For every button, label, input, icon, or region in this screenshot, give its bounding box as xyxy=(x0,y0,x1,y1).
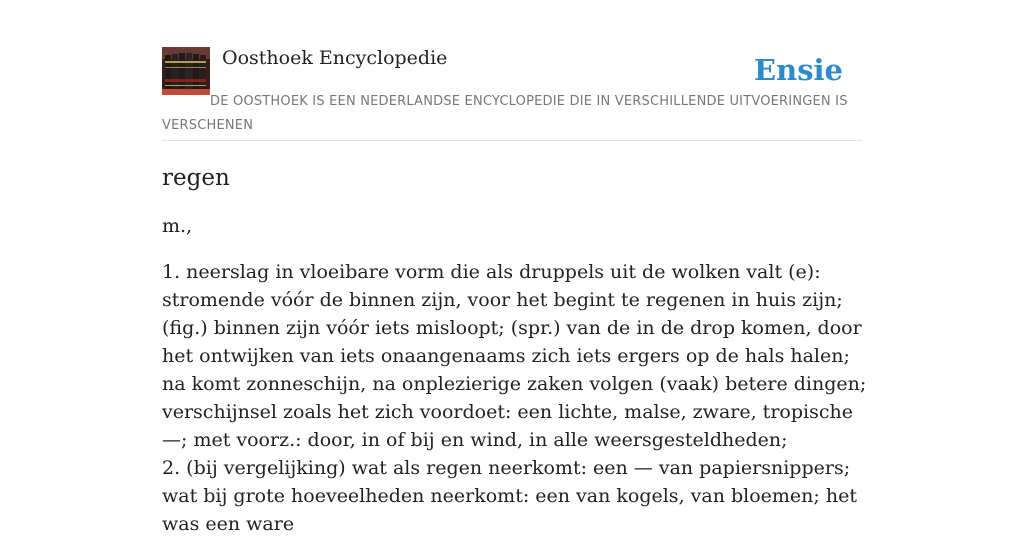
definition-sense-1: 1. neerslag in vloeibare vorm die als druppels uit de wolken valt (e): stromende vóór de binnen zijn, voor het begint te regenen in huis zijn; (fig.) binnen zijn vóór iets misloopt; (spr.) van de in de drop komen, door het ontwijken van iets onaangenaams zich iets ergers op de hals halen; na komt zonneschijn, na onplezierige zaken volgen (vaak) betere dingen; verschijnsel zoals het zich voordoet: een lichte, malse, zware, tropische —; met voorz.: door, in of bij en wind, in alle weersgesteldheden; xyxy=(162,261,867,451)
site-header xyxy=(162,46,862,141)
entry-title: regen xyxy=(162,165,230,191)
definition-sense-2: 2. (bij vergelijking) wat als regen neerkomt: een — van papiersnippers; wat bij grote hoeveelheden neerkomt: een van kogels, van bloemen; het was een ware xyxy=(162,457,857,535)
grammar-note: m., xyxy=(162,215,193,237)
encyclopedia-books-icon xyxy=(162,47,210,95)
brand-logo-link[interactable]: Ensie xyxy=(754,53,843,87)
site-logo[interactable] xyxy=(162,47,210,95)
site-tagline: DE OOSTHOEK IS EEN NEDERLANDSE ENCYCLOPEDIE DIE IN VERSCHILLENDE UITVOERINGEN IS VERSCHENEN xyxy=(162,94,848,133)
entry-article xyxy=(162,160,867,538)
site-title-link[interactable]: Oosthoek Encyclopedie xyxy=(222,47,448,69)
